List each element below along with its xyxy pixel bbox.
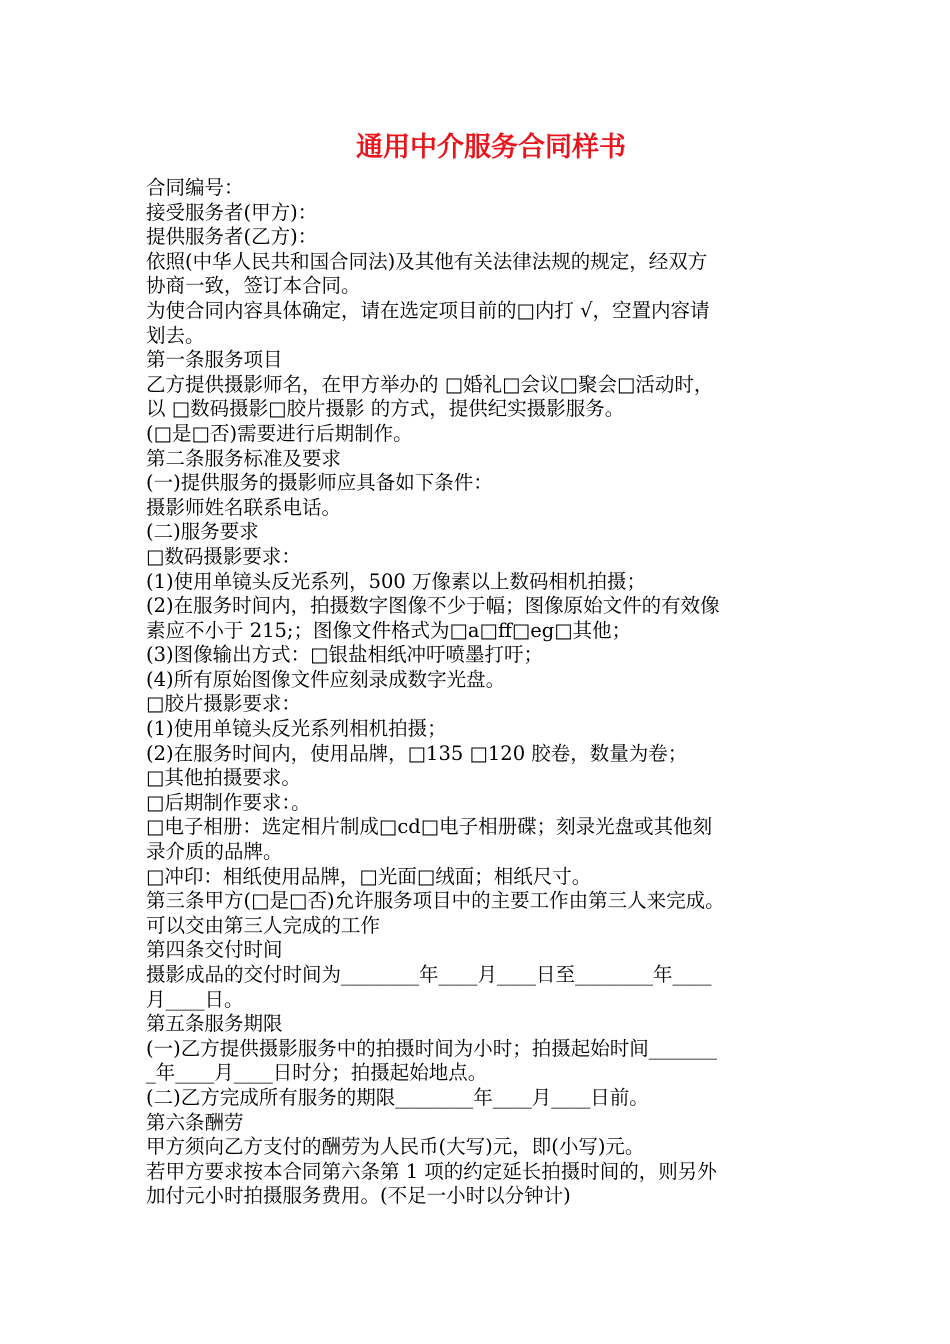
- body-line: (一)提供服务的摄影师应具备如下条件：: [146, 471, 493, 495]
- body-line: 第六条酬劳: [146, 1110, 244, 1134]
- body-line: (一)乙方提供摄影服务中的拍摄时间为小时；拍摄起始时间_______: [146, 1036, 717, 1060]
- body-line: □电子相册：选定相片制成□cd□电子相册碟；刻录光盘或其他刻: [146, 815, 713, 839]
- body-line: 摄影成品的交付时间为________年____月____日至________年____: [146, 963, 712, 986]
- document-body: [146, 176, 826, 1209]
- body-line: 月____日。: [146, 987, 244, 1011]
- body-line: (1)使用单镜头反光系列，500 万像素以上数码相机拍摄；: [146, 569, 647, 593]
- body-line: (□是□否)需要进行后期制作。: [146, 421, 413, 445]
- body-line: 提供服务者(乙方)：: [146, 225, 318, 249]
- body-line: □后期制作要求：。: [146, 790, 311, 814]
- body-line: (4)所有原始图像文件应刻录成数字光盘。: [146, 667, 506, 691]
- document-title: 通用中介服务合同样书: [356, 132, 626, 163]
- document-page: [146, 126, 826, 1209]
- body-line: 第四条交付时间: [146, 938, 283, 962]
- body-line: 依照(中华人民共和国合同法)及其他有关法律法规的规定，经双方: [146, 249, 708, 273]
- body-line: 划去。: [146, 323, 205, 347]
- body-line: 乙方提供摄影师名，在甲方举办的 □婚礼□会议□聚会□活动时，: [146, 372, 714, 396]
- body-line: 若甲方要求按本合同第六条第 1 项的约定延长拍摄时间的，则另外: [146, 1159, 717, 1183]
- body-line: (二)服务要求: [146, 520, 259, 544]
- body-line: □冲印：相纸使用品牌，□光面□绒面；相纸尺寸。: [146, 864, 592, 888]
- body-line: 甲方须向乙方支付的酬劳为人民币(大写)元，即(小写)元。: [146, 1135, 645, 1159]
- body-line: 第五条服务期限: [146, 1012, 283, 1036]
- body-line: 可以交由第三人完成的工作: [146, 913, 381, 937]
- body-line: 合同编号：: [146, 176, 244, 199]
- body-line: 协商一致，签订本合同。: [146, 274, 361, 298]
- body-line: 以 □数码摄影□胶片摄影 的方式，提供纪实摄影服务。: [146, 397, 625, 421]
- body-line: (3)图像输出方式：□银盐相纸冲吁喷墨打吁；: [146, 643, 544, 667]
- body-line: 接受服务者(甲方)：: [146, 200, 318, 224]
- body-line: (1)使用单镜头反光系列相机拍摄；: [146, 717, 447, 741]
- body-line: (二)乙方完成所有服务的期限________年____月____日前。: [146, 1085, 649, 1109]
- body-line: 第一条服务项目: [146, 348, 283, 372]
- body-line: □胶片摄影要求：: [146, 692, 301, 716]
- body-line: □数码摄影要求：: [146, 544, 301, 568]
- body-line: (2)在服务时间内，拍摄数字图像不少于幅；图像原始文件的有效像: [146, 594, 720, 618]
- body-line: 素应不小于 215;；图像文件格式为□a□ff□eg□其他；: [146, 618, 632, 642]
- body-line: _年____月____日时分；拍摄起始地点。: [146, 1061, 488, 1085]
- body-line: □其他拍摄要求。: [146, 766, 301, 790]
- body-line: 第二条服务标准及要求: [146, 446, 342, 470]
- body-line: 加付元小时拍摄服务费用。(不足一小时以分钟计): [146, 1184, 571, 1208]
- body-line: 录介质的品牌。: [146, 840, 283, 864]
- body-line: 摄影师姓名联系电话。: [146, 495, 342, 519]
- body-line: 为使合同内容具体确定，请在选定项目前的□内打 √，空置内容请: [146, 298, 710, 322]
- body-line: (2)在服务时间内，使用品牌，□135 □120 胶卷，数量为卷；: [146, 741, 688, 765]
- body-line: 第三条甲方(□是□否)允许服务项目中的主要工作由第三人来完成。: [146, 889, 725, 913]
